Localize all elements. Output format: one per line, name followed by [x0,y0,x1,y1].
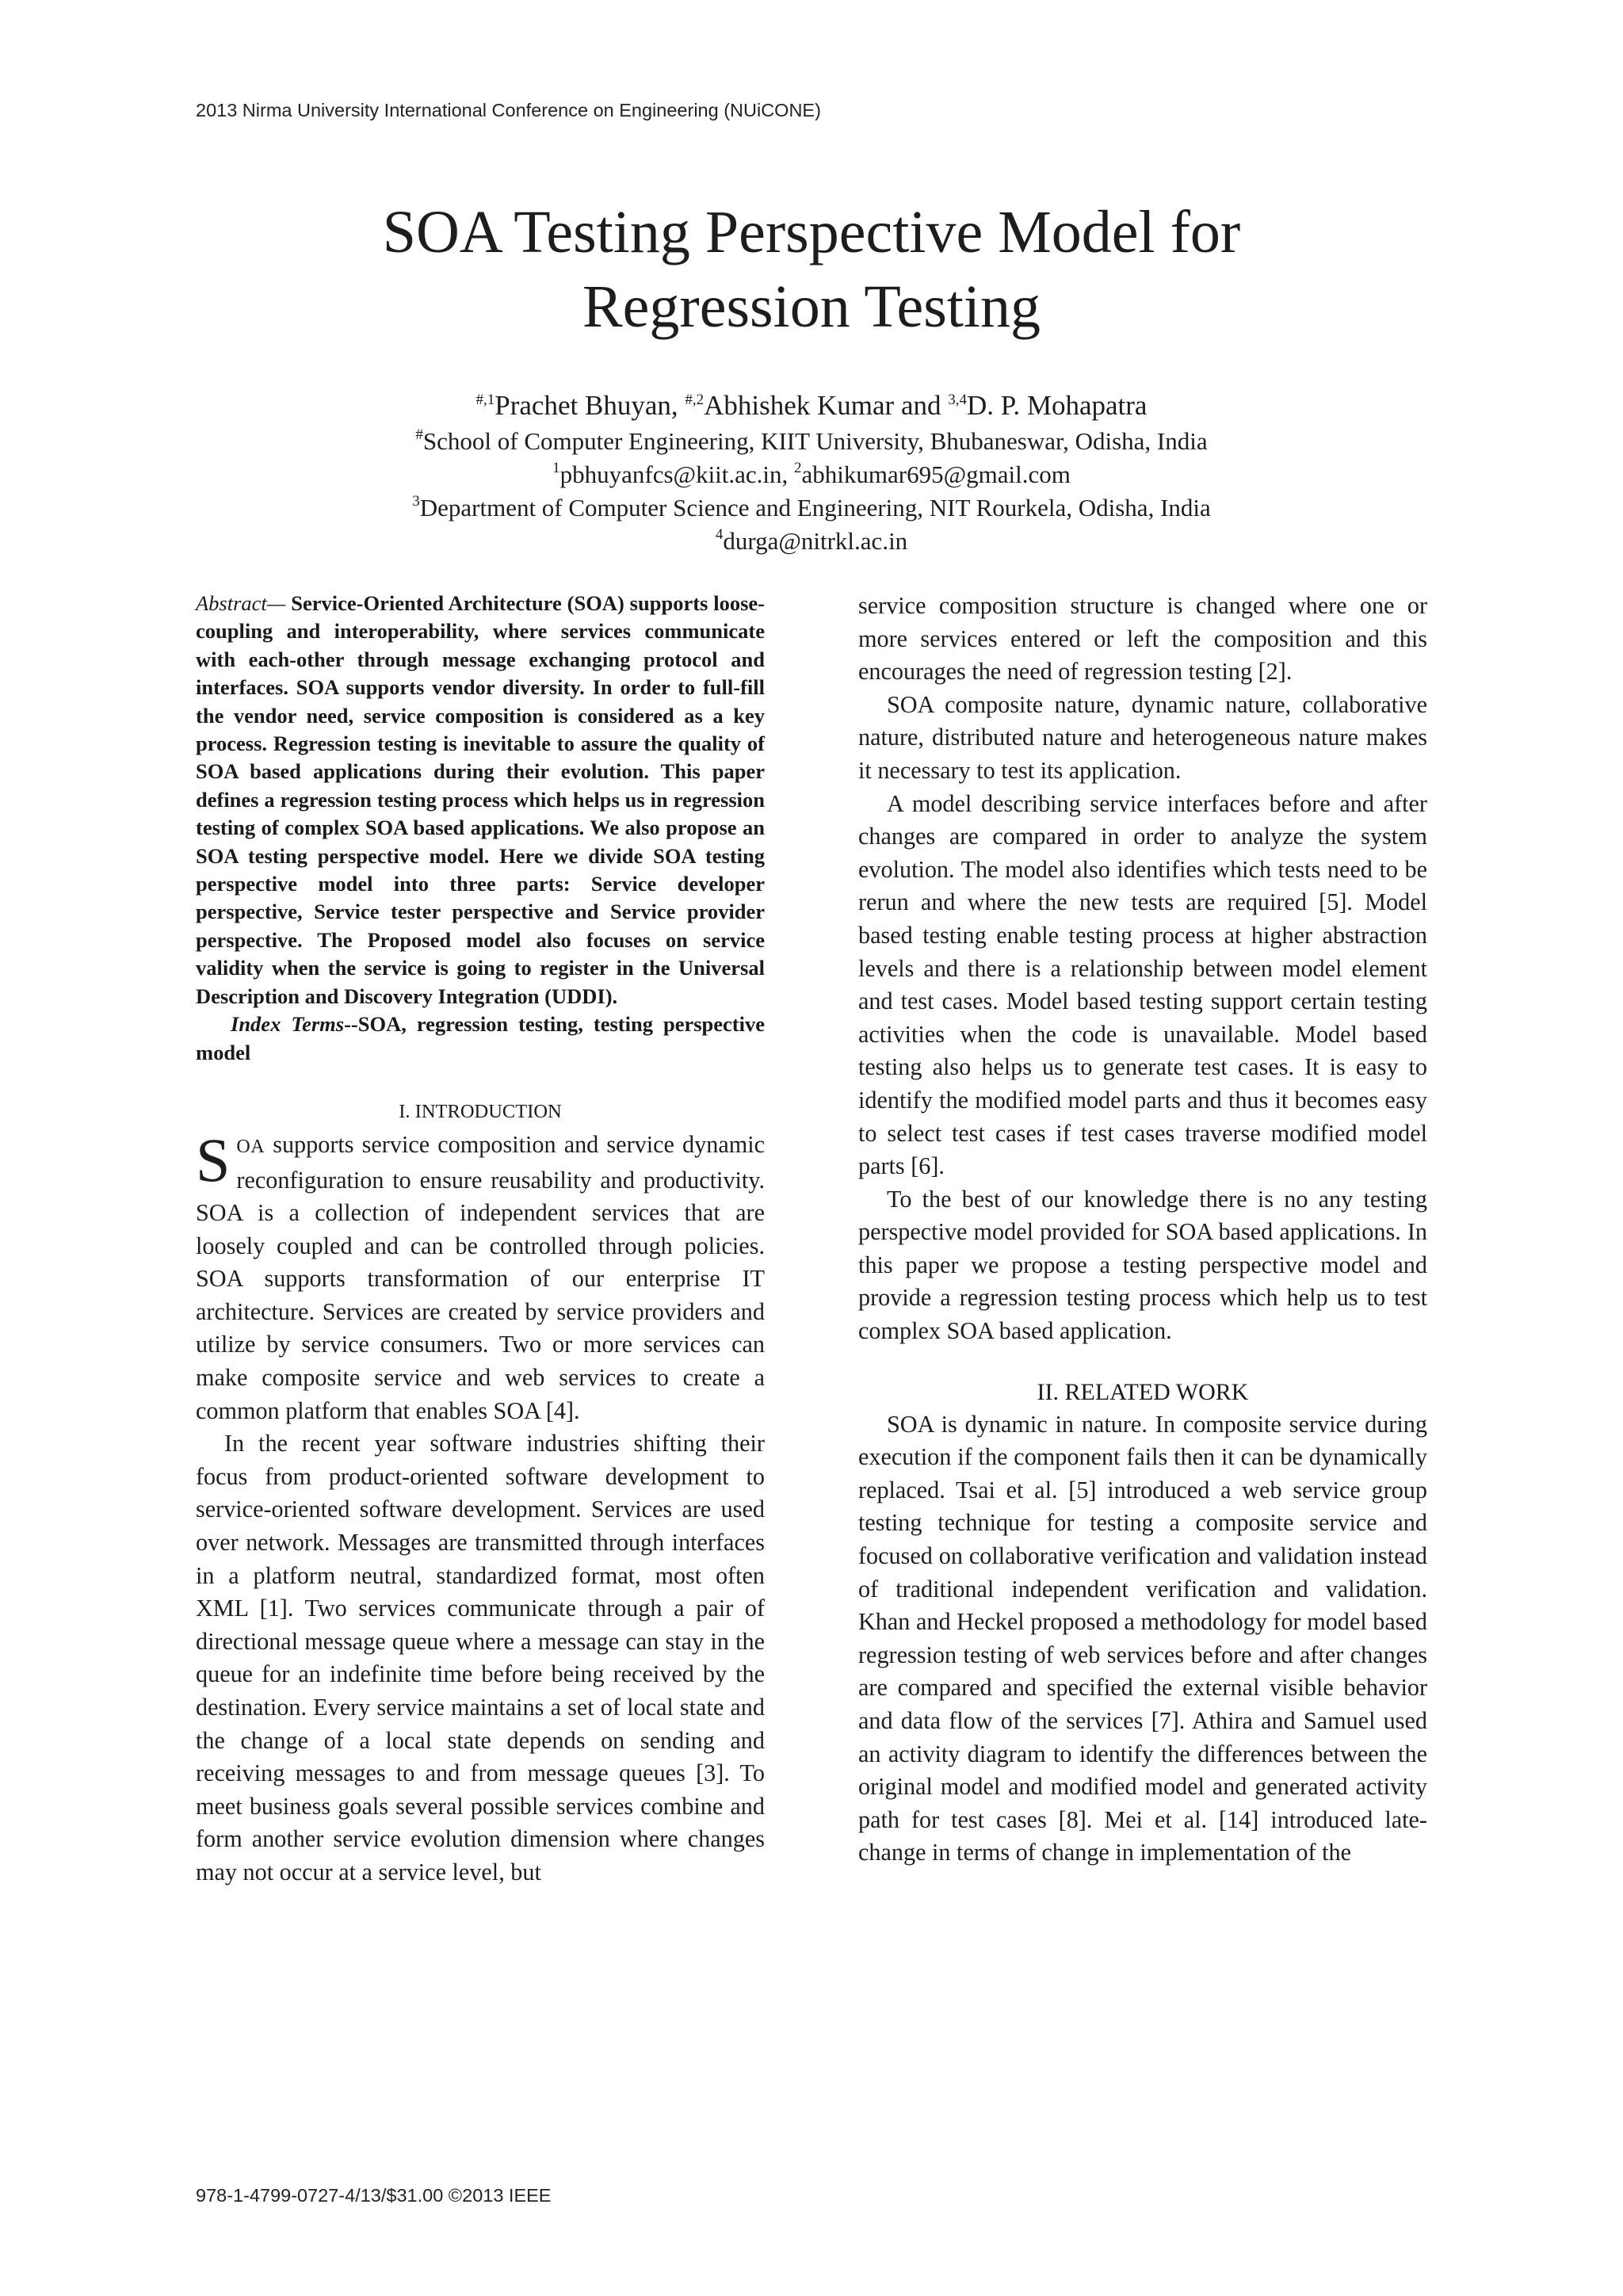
author-3: D. P. Mohapatra [967,390,1148,421]
abstract-lead: Abstract— [196,591,286,615]
affiliation-1-sup: # [415,426,423,443]
introduction-heading: I. INTRODUCTION [399,1100,562,1122]
affiliation-2-text: Department of Computer Science and Engineering, NIT Rourkela, Odisha, India [419,494,1211,521]
author-3-sup: 3,4 [948,392,967,408]
related-work-paragraph: SOA is dynamic in nature. In composite service during execution if the component fails then it can be dynamically replaced. Tsai et al. [5] introduced a web service group testing technique for testing a composite service and focused on collaborative verification and validation instead of traditional independent verification and validation. Khan and Heckel proposed a methodology for model based regression testing of web services before and after changes are compared and specified the external visible behavior and data flow of the services [7]. Athira and Samuel used an activity diagram to identify the differences between the original model and modified model and generated activity path for test cases [8]. Mei et al. [14] introduced late-change in terms of change in implementation of the [858,1410,1427,1866]
title-line-1: SOA Testing Perspective Model for [382,199,1241,266]
abstract [196,590,765,1067]
author-1-sup: #,1 [475,392,495,408]
copyright-footer: 978-1-4799-0727-4/13/$31.00 ©2013 IEEE [196,2185,552,2206]
intro-paragraph-1-text: supports service composition and service dynamic reconfiguration to ensure reusability and productivity. SOA is a collection of independent services that are loosely coupled and can be controlled through policies. SOA supports transformation of our enterprise IT architecture. Services are created by service providers and utilize by service consumers. Two or more services can make composite service and web services to create a common platform that enables SOA [4]. [196,1130,765,1424]
email-2-sup: 2 [794,460,802,476]
intro-paragraph-3: service composition structure is changed where one or more services entered or left the composition and this encourages the need of regression testing [2]. [858,592,1427,686]
index-terms-label: Index Terms [231,1012,345,1037]
right-column [858,590,1427,1870]
intro-first-word: OA [236,1136,265,1157]
author-1: Prachet Bhuyan, [495,390,685,421]
email-1-sup: 1 [552,460,560,476]
running-header: 2013 Nirma University International Conference on Engineering (NUiCONE) [196,100,821,120]
email-3-sup: 4 [715,526,724,543]
author-2: Abhishek Kumar and [704,390,949,421]
affiliation-2-sup: 3 [412,493,420,510]
email-line-2 [0,525,1623,558]
dropcap-letter: S [196,1125,231,1194]
intro-paragraph-6: To the best of our knowledge there is no any testing perspective model provided for SOA based applications. In this paper we propose a testing perspective model and provide a regression testing process which help us to test complex SOA based application. [858,1185,1427,1345]
paper-title [0,195,1623,344]
left-column [196,590,765,1889]
email-3: durga@nitrkl.ac.in [723,527,908,555]
abstract-text: Service-Oriented Architecture (SOA) supports loose-coupling and interoperability, where services communicate with each-other through message exchanging protocol and interfaces. SOA supports vendor diversity. In order to full-fill the vendor need, service composition is considered as a key process. Regression testing is inevitable to assure the quality of SOA based applications during their evolution. This paper defines a regression testing process which helps us in regression testing of complex SOA based applications. We also propose an SOA testing perspective model. Here we divide SOA testing perspective model into three parts: Service developer perspective, Service tester perspective and Service provider perspective. The Proposed model also focuses on service validity when the service is going to register in the Universal Description and Discovery Integration (UDDI). [196,591,765,1008]
affiliation-2 [0,491,1623,525]
affiliation-1-text: School of Computer Engineering, KIIT University, Bhubaneswar, Odisha, India [422,427,1208,455]
affiliation-1 [0,425,1623,458]
related-work-heading: II. RELATED WORK [1037,1378,1249,1405]
email-1: pbhuyanfcs@kiit.ac.in, [559,460,795,488]
author-list [0,387,1623,425]
title-line-2: Regression Testing [582,273,1041,340]
intro-paragraph-4: SOA composite nature, dynamic nature, collaborative nature, distributed nature and heterogeneous nature makes it necessary to test its application. [858,690,1427,784]
index-terms-text: --SOA, regression testing, testing perspective model [196,1012,765,1064]
intro-paragraph-1 [196,1125,765,1427]
email-2: abhikumar695@gmail.com [801,460,1071,488]
intro-paragraph-5: A model describing service interfaces before and after changes are compared in order to analyze the system evolution. The model also identifies which tests need to be rerun and where the new tests are required [5]. Model based testing enable testing process at higher abstraction levels and there is a relationship between model element and test cases. Model based testing support certain testing activities when the code is unavailable. Model based testing also helps us to generate test cases. It is easy to identify the modified model parts and thus it becomes easy to select test cases if test cases traverse modified model parts [6]. [858,789,1427,1180]
intro-paragraph-2: In the recent year software industries shifting their focus from product-oriented software development to service-oriented software development. Services are used over network. Messages are transmitted through interfaces in a platform neutral, standardized format, most often XML [1]. Two services communicate through a pair of directional message queue where a message can stay in the queue for an indefinite time before being received by the destination. Every service maintains a set of local state and the change of a local state depends on sending and receiving messages to and from message queues [3]. To meet business goals several possible services combine and form another service evolution dimension where changes may not occur at a service level, but [196,1430,765,1885]
email-line-1 [0,458,1623,491]
author-2-sup: #,2 [685,392,705,408]
author-block [0,387,1623,558]
